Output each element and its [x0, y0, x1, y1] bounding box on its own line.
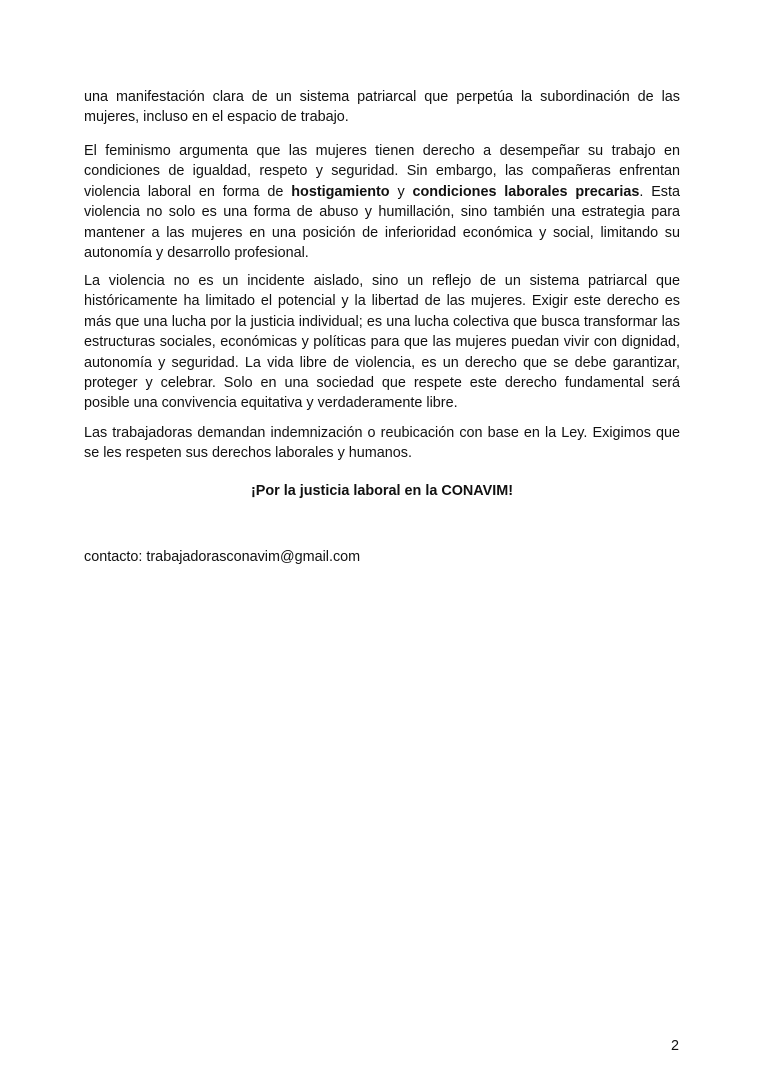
paragraph-2	[84, 141, 680, 263]
paragraph-1: una manifestación clara de un sistema patriarcal que perpetúa la subordinación de las mujeres, incluso en el espacio de trabajo.	[84, 89, 680, 126]
contact-line: contacto: trabajadorasconavim@gmail.com	[84, 549, 361, 565]
bold-term-condiciones-precarias: condiciones laborales precarias	[412, 183, 640, 200]
paragraph-4: Las trabajadoras demandan indemnización o reubicación con base en la Ley. Exigimos que se les respeten sus derechos laborales y humanos.	[84, 425, 680, 462]
paragraph-3: La violencia no es un incidente aislado, sino un reflejo de un sistema patriarcal que históricamente ha limitado el potencial y la libertad de las mujeres. Exigir este derecho es más que una lucha por la justicia individual; es una lucha colectiva que busca transformar las estructuras sociales, económicas y políticas para que las mujeres puedan vivir con dignidad, autonomía y seguridad. La vida libre de violencia, es un derecho que se debe garantizar, proteger y celebrar. Solo en una sociedad que respete este derecho fundamental será posible una convivencia equitativa y verdaderamente libre.	[84, 273, 680, 412]
page-number: 2	[670, 1038, 679, 1054]
bold-term-hostigamiento: hostigamiento	[291, 183, 390, 200]
paragraph-2-text-1: El feminismo argumenta que las mujeres tienen derecho a desempeñar su trabajo en condiciones de igualdad, respeto y seguridad. Sin embargo, las compañeras enfrentan violencia laboral en forma de	[84, 143, 680, 200]
paragraph-2-text-3: . Esta violencia no solo es una forma de abuso y humillación, sino también una estrategia para mantener a las mujeres en una posición de inferioridad económica y social, limitando su autonomía y desarrollo profesional.	[84, 183, 681, 262]
paragraph-2-text-2: y	[389, 183, 413, 200]
slogan-heading: ¡Por la justicia laboral en la CONAVIM!	[250, 483, 514, 499]
